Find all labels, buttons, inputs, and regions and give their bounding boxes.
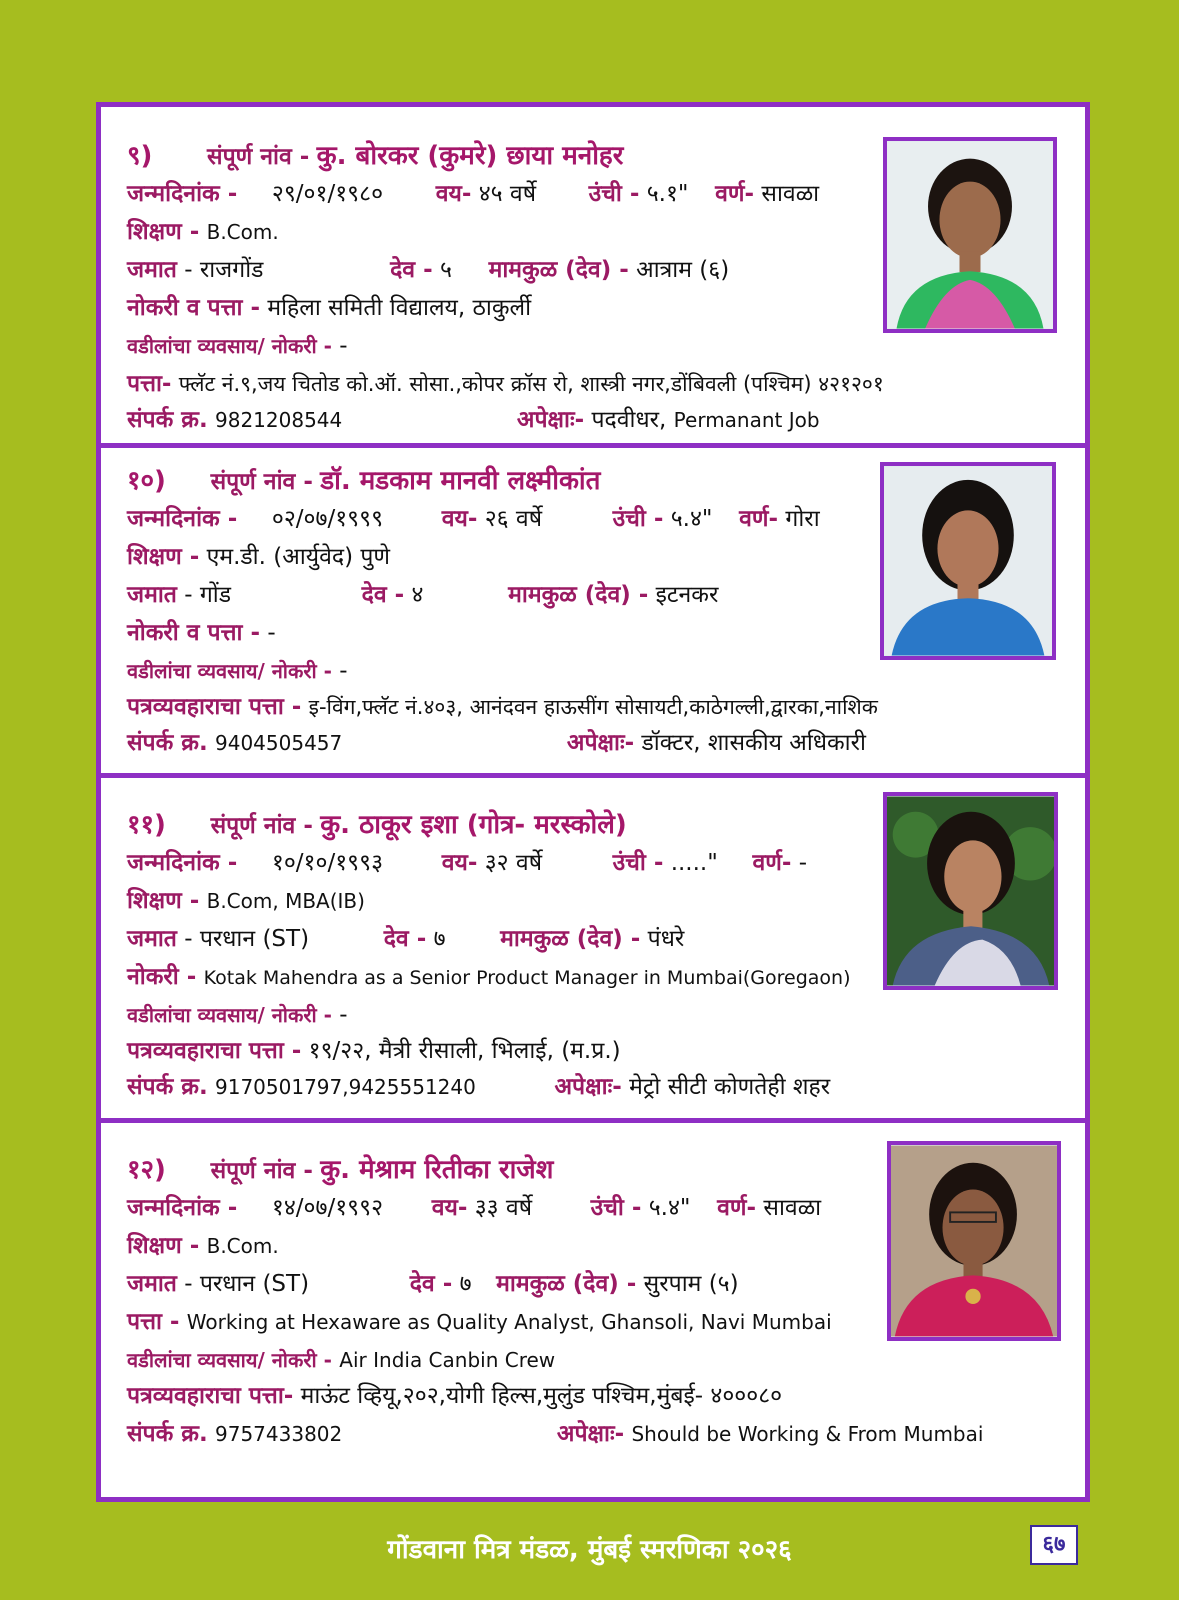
full-name: कु. बोरकर (कुमरे) छाया मनोहर: [316, 141, 624, 171]
profile-photo: [883, 792, 1058, 990]
community-label: जमात: [127, 1271, 177, 1297]
expectation-value: डॉक्टर, शासकीय अधिकारी: [641, 730, 866, 756]
height-value: ५.४": [670, 506, 713, 532]
contact-value: 9821208544: [215, 408, 343, 432]
height-label: उंची -: [612, 850, 664, 876]
father-label: वडीलांचा व्यवसाय/ नोकरी -: [127, 659, 332, 683]
mamkul-value: इटनकर: [655, 582, 719, 608]
dob-label: जन्मदिनांक -: [127, 850, 238, 876]
profile-number: ९): [127, 141, 153, 171]
full-name: कु. ठाकूर इशा (गोत्र- मरस्कोले): [320, 810, 627, 840]
dev-label: देव -: [383, 926, 427, 952]
father-label: वडीलांचा व्यवसाय/ नोकरी -: [127, 334, 332, 358]
contact-line: [127, 1072, 830, 1102]
age-value: २६ वर्षे: [484, 506, 543, 532]
job-line: [127, 293, 531, 323]
community-line: [127, 580, 718, 610]
height-value: ५.४": [648, 1195, 691, 1221]
complexion-label: वर्ण-: [752, 850, 792, 876]
mamkul-label: मामकुळ (देव) -: [488, 257, 629, 283]
mamkul-label: मामकुळ (देव) -: [500, 926, 641, 952]
name-line: [127, 810, 627, 841]
expectation-extra: Permanant Job: [673, 408, 820, 432]
address-value: फ्लॅट नं.९,जय चितोड को.ऑ. सोसा.,कोपर क्रॉस रो, शास्त्री नगर,डोंबिवली (पश्चिम) ४२१२०१: [178, 372, 884, 396]
father-value: -: [339, 333, 348, 359]
dob-line: [127, 504, 820, 534]
height-value: .....": [670, 850, 718, 876]
contact-line: [127, 405, 820, 435]
profiles-frame: [96, 102, 1090, 1502]
education-line: [127, 886, 365, 916]
dob-label: जन्मदिनांक -: [127, 181, 238, 207]
community-value: - राजगोंड: [184, 257, 264, 283]
profile-card-9: [101, 107, 1085, 448]
education-value: B.Com, MBA(IB): [206, 889, 365, 913]
mamkul-value: पंधरे: [647, 926, 685, 952]
expectation-label: अपेक्षाः-: [556, 1421, 625, 1447]
job-label: नोकरी -: [127, 964, 197, 990]
dob-value: १०/१०/१९९३: [271, 850, 384, 876]
contact-value: 9404505457: [215, 731, 343, 755]
height-value: ५.१": [646, 181, 689, 207]
address-value: माऊंट व्हियू,२०२,योगी हिल्स,मुलुंड पश्चिम,मुंबई- ४०००८०: [300, 1383, 783, 1409]
dob-line: [127, 1193, 821, 1223]
height-label: उंची -: [588, 181, 640, 207]
profile-card-10: [101, 448, 1085, 778]
father-line: [127, 1000, 348, 1030]
father-line: [127, 656, 348, 686]
community-line: [127, 1269, 739, 1299]
community-value: - परधान (ST): [184, 1271, 310, 1297]
father-value: -: [339, 658, 348, 684]
expectation-label: अपेक्षाः-: [516, 407, 585, 433]
complexion-value: -: [798, 850, 808, 876]
age-label: वय-: [441, 506, 478, 532]
age-value: ३२ वर्षे: [484, 850, 543, 876]
age-label: वय-: [431, 1195, 468, 1221]
address-label: पत्रव्यवहाराचा पत्ता-: [127, 1383, 294, 1409]
job-label: पत्ता -: [127, 1309, 180, 1335]
complexion-value: सावळा: [761, 181, 820, 207]
father-label: वडीलांचा व्यवसाय/ नोकरी -: [127, 1348, 332, 1372]
dob-line: [127, 848, 807, 878]
education-label: शिक्षण -: [127, 1233, 200, 1259]
age-label: वय-: [441, 850, 478, 876]
father-line: [127, 331, 348, 361]
expectation-label: अपेक्षाः-: [554, 1074, 622, 1100]
address-line: [127, 1381, 782, 1411]
page-number: ६७: [1030, 1525, 1078, 1565]
portrait-image: [891, 1145, 1057, 1337]
age-value: ३३ वर्षे: [474, 1195, 533, 1221]
address-value: इ-विंग,फ्लॅट नं.४०३, आनंदवन हाऊसींग सोसायटी,काठेगल्ली,द्वारका,नाशिक: [308, 695, 878, 719]
job-line: [127, 962, 851, 993]
job-line: [127, 618, 276, 648]
complexion-value: गोरा: [785, 506, 820, 532]
dev-label: देव -: [361, 582, 405, 608]
expectation-value: पदवीधर,: [591, 407, 667, 433]
contact-value: 9170501797,9425551240: [215, 1075, 476, 1099]
name-line: [127, 1155, 553, 1186]
dob-value: १४/०७/१९९२: [271, 1195, 384, 1221]
dev-label: देव -: [390, 257, 433, 283]
mamkul-label: मामकुळ (देव) -: [508, 582, 649, 608]
portrait-image: [887, 141, 1053, 329]
education-value: B.Com.: [206, 1234, 279, 1258]
community-label: जमात: [127, 257, 177, 283]
name-label: संपूर्ण नांव -: [207, 144, 310, 170]
job-label: नोकरी व पत्ता -: [127, 620, 261, 646]
complexion-value: सावळा: [763, 1195, 822, 1221]
complexion-label: वर्ण-: [717, 1195, 757, 1221]
education-line: [127, 542, 390, 572]
expectation-label: अपेक्षाः-: [566, 730, 635, 756]
age-label: वय-: [435, 181, 472, 207]
dev-value: ७: [433, 926, 446, 952]
mamkul-value: आत्राम (६): [636, 257, 730, 283]
job-line: [127, 1307, 832, 1337]
name-label: संपूर्ण नांव -: [210, 469, 313, 495]
job-value: Kotak Mahendra as a Senior Product Manager in Mumbai(Goregaon): [203, 967, 851, 989]
age-value: ४५ वर्षे: [478, 181, 537, 207]
father-label: वडीलांचा व्यवसाय/ नोकरी -: [127, 1003, 332, 1027]
full-name: कु. मेश्राम रितीका राजेश: [320, 1155, 554, 1185]
name-line: [127, 141, 623, 172]
contact-line: [127, 728, 866, 758]
address-value: १९/२२, मैत्री रीसाली, भिलाई, (म.प्र.): [308, 1038, 621, 1064]
father-value: -: [339, 1002, 348, 1028]
dev-value: ५: [439, 257, 452, 283]
address-label: पत्रव्यवहाराचा पत्ता -: [127, 1038, 302, 1064]
contact-label: संपर्क क्र.: [127, 1421, 208, 1447]
education-value: एम.डी. (आर्युवेद) पुणे: [206, 544, 391, 570]
community-value: - गोंड: [184, 582, 232, 608]
community-label: जमात: [127, 926, 177, 952]
father-value: Air India Canbin Crew: [339, 1348, 556, 1372]
expectation-value: मेट्रो सीटी कोणतेही शहर: [629, 1074, 831, 1100]
footer-title: गोंडवाना मित्र मंडळ, मुंबई स्मरणिका २०२६: [387, 1535, 792, 1565]
education-line: [127, 1231, 279, 1261]
community-line: [127, 255, 729, 285]
expectation-value: Should be Working & From Mumbai: [631, 1422, 984, 1446]
profile-number: ११): [127, 810, 166, 840]
mamkul-value: सुरपाम (५): [643, 1271, 739, 1297]
full-name: डॉ. मडकाम मानवी लक्ष्मीकांत: [320, 466, 601, 496]
dob-label: जन्मदिनांक -: [127, 1195, 238, 1221]
education-label: शिक्षण -: [127, 888, 200, 914]
community-line: [127, 924, 684, 954]
education-value: B.Com.: [206, 220, 279, 244]
height-label: उंची -: [590, 1195, 642, 1221]
contact-line: [127, 1419, 983, 1449]
name-label: संपूर्ण नांव -: [210, 1158, 313, 1184]
contact-label: संपर्क क्र.: [127, 1074, 208, 1100]
profile-photo: [880, 462, 1056, 660]
contact-value: 9757433802: [215, 1422, 343, 1446]
height-label: उंची -: [612, 506, 664, 532]
dev-value: ७: [459, 1271, 472, 1297]
address-label: पत्ता-: [127, 371, 172, 397]
contact-label: संपर्क क्र.: [127, 730, 208, 756]
dob-label: जन्मदिनांक -: [127, 506, 238, 532]
contact-label: संपर्क क्र.: [127, 407, 208, 433]
dob-line: [127, 179, 819, 209]
address-line: [127, 692, 878, 722]
dob-value: २९/०१/१९८०: [271, 181, 384, 207]
community-value: - परधान (ST): [184, 926, 310, 952]
education-label: शिक्षण -: [127, 544, 200, 570]
name-line: [127, 466, 600, 497]
portrait-image: [884, 466, 1052, 656]
education-line: [127, 217, 279, 247]
dob-value: ०२/०७/१९९९: [271, 506, 384, 532]
job-value: Working at Hexaware as Quality Analyst, Ghansoli, Navi Mumbai: [186, 1310, 832, 1334]
dev-label: देव -: [409, 1271, 453, 1297]
mamkul-label: मामकुळ (देव) -: [496, 1271, 637, 1297]
community-label: जमात: [127, 582, 177, 608]
job-value: -: [267, 620, 276, 646]
complexion-label: वर्ण-: [715, 181, 755, 207]
dev-value: ४: [411, 582, 424, 608]
profile-photo: [883, 137, 1057, 333]
address-label: पत्रव्यवहाराचा पत्ता -: [127, 694, 302, 720]
profile-number: १०): [127, 466, 166, 496]
job-value: महिला समिती विद्यालय, ठाकुर्ली: [267, 295, 532, 321]
name-label: संपूर्ण नांव -: [210, 813, 313, 839]
profile-card-12: [101, 1123, 1085, 1497]
father-line: [127, 1345, 555, 1375]
complexion-label: वर्ण-: [739, 506, 779, 532]
profile-number: १२): [127, 1155, 166, 1185]
profile-card-11: [101, 778, 1085, 1123]
education-label: शिक्षण -: [127, 219, 200, 245]
portrait-image: [887, 796, 1054, 986]
address-line: [127, 1036, 621, 1066]
job-label: नोकरी व पत्ता -: [127, 295, 261, 321]
profile-photo: [887, 1141, 1061, 1341]
address-line: [127, 369, 884, 399]
